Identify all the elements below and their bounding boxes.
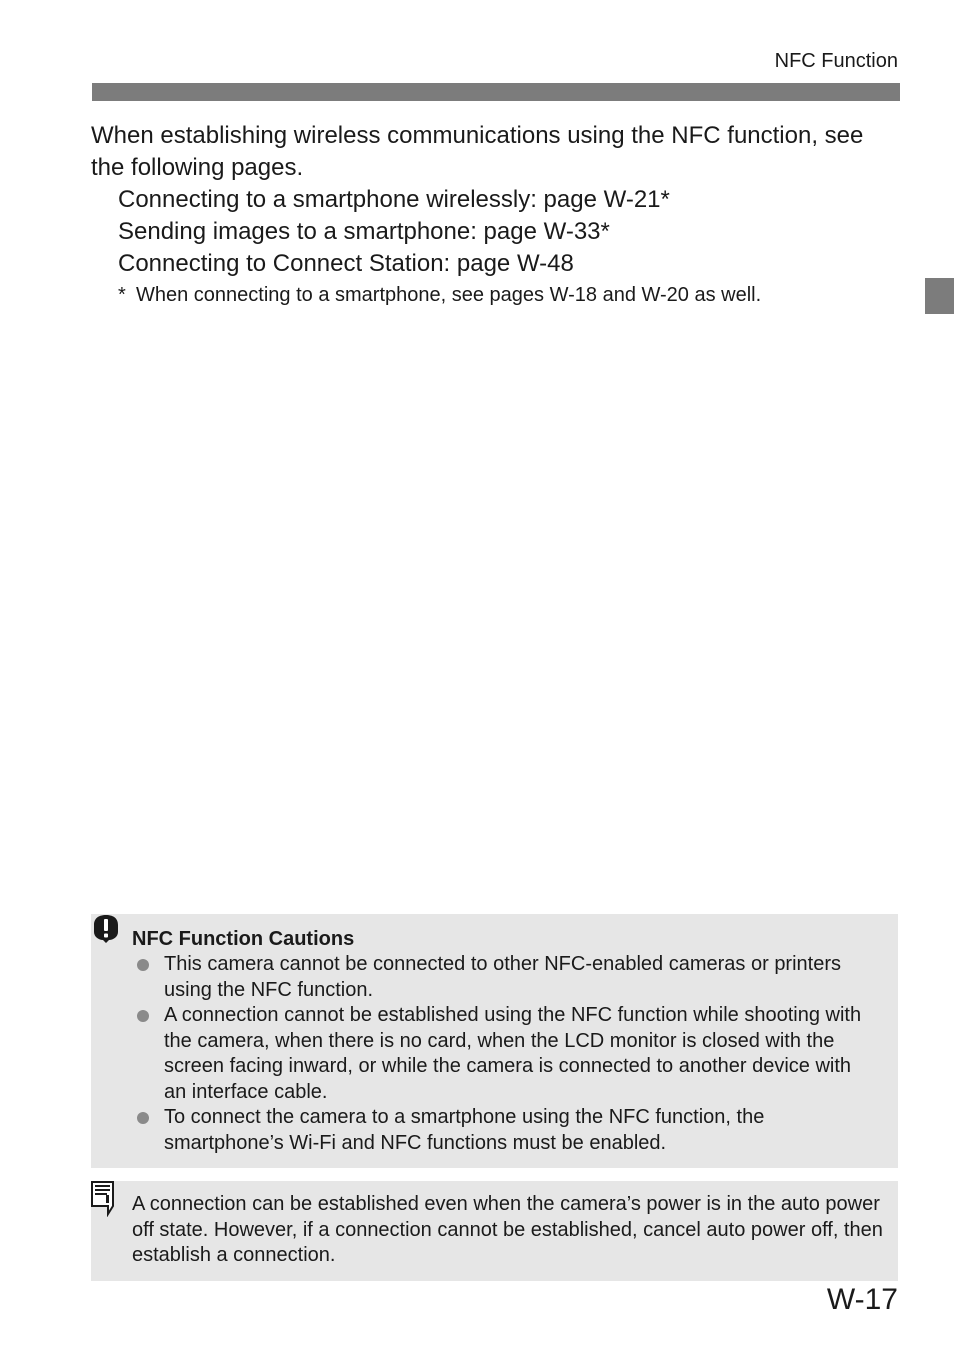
footnote-text: When connecting to a smartphone, see pages W-18 and W-20 as well. [136, 284, 762, 306]
footnote-mark: * [118, 284, 126, 306]
header-bar [92, 83, 900, 101]
reference-item: Connecting to Connect Station: page W-48 [118, 250, 574, 277]
intro-section [91, 120, 891, 308]
caution-title: NFC Function Cautions [132, 928, 355, 950]
reference-list [91, 184, 891, 280]
intro-lead-text: When establishing wireless communications using the NFC function, see the following pages. [91, 122, 864, 181]
caution-item [132, 1003, 877, 1105]
reference-item: Sending images to a smartphone: page W-33* [118, 218, 610, 245]
memo-icon [91, 1181, 117, 1217]
caution-item [132, 952, 877, 1003]
caution-list [132, 952, 877, 1156]
caution-box [91, 914, 898, 1168]
note-box [91, 1181, 898, 1281]
caution-item-text: This camera cannot be connected to other NFC-enabled cameras or printers using the NFC function. [164, 953, 842, 1001]
bullet-icon [137, 1010, 149, 1022]
caution-item [132, 1105, 877, 1156]
section-title: NFC Function [774, 50, 898, 72]
bullet-icon [137, 1112, 149, 1124]
footnote [91, 282, 891, 308]
caution-item-text: A connection cannot be established using the NFC function while shooting with the camera, when there is no card, when the LCD monitor is closed with the screen facing inward, or while the camera is connected to another device with an interface cable. [164, 1004, 862, 1103]
bullet-icon [137, 959, 149, 971]
page-number: W-17 [826, 1283, 898, 1316]
reference-item: Connecting to a smartphone wirelessly: page W-21* [118, 186, 670, 213]
caution-item-text: To connect the camera to a smartphone using the NFC function, the smartphone’s Wi-Fi and NFC functions must be enabled. [164, 1106, 765, 1154]
chapter-tab [925, 278, 954, 314]
caution-icon [91, 914, 121, 944]
note-text: A connection can be established even when the camera’s power is in the auto power off state. However, if a connection cannot be established, cancel auto power off, then establish a connection. [132, 1193, 883, 1266]
